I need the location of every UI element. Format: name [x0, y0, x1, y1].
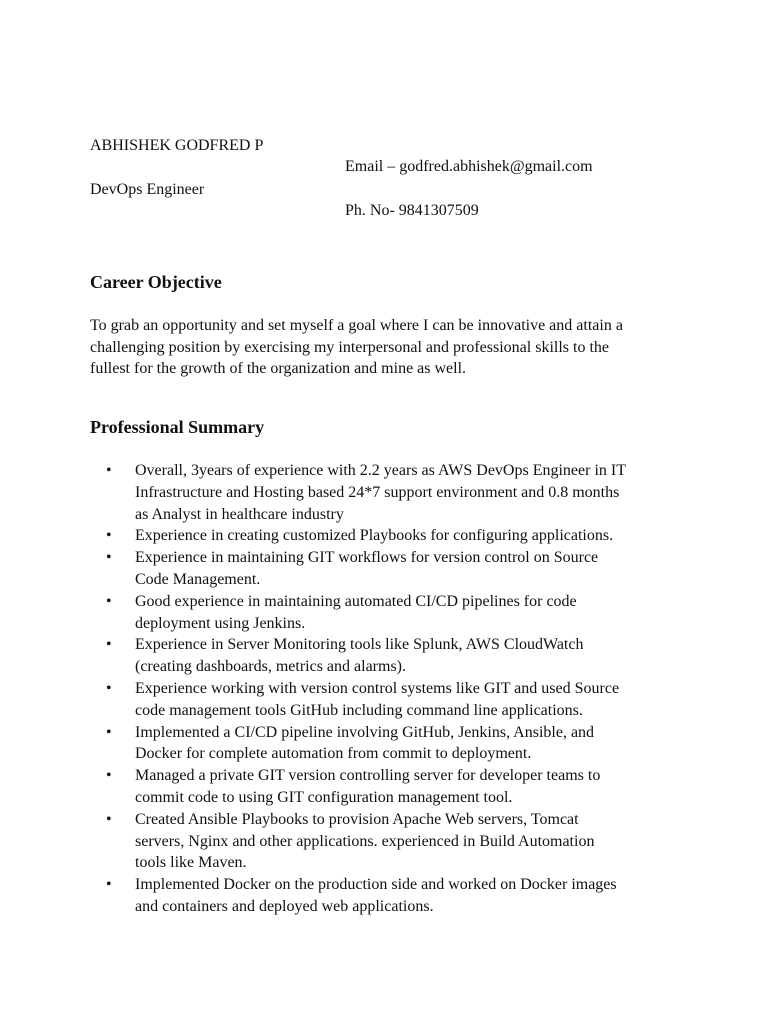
list-item	[106, 765, 686, 809]
bullet-icon: •	[106, 592, 112, 610]
list-item-text: Experience working with version control systems like GIT and used Source code management tools GitHub including command line applications.	[135, 679, 620, 719]
professional-summary-heading: Professional Summary	[90, 417, 265, 437]
list-item-text: Overall, 3years of experience with 2.2 years as AWS DevOps Engineer in IT Infrastructure and Hosting based 24*7 support environment and 0.8 months as Analyst in healthcare industry	[135, 462, 626, 523]
career-objective-heading: Career Objective	[90, 272, 222, 292]
list-item-text: Experience in Server Monitoring tools like Splunk, AWS CloudWatch (creating dashboards, metrics and alarms).	[135, 636, 584, 676]
list-item	[106, 678, 686, 722]
list-item-text: Good experience in maintaining automated CI/CD pipelines for code deployment using Jenkins.	[135, 592, 577, 632]
list-item-text: Implemented Docker on the production side and worked on Docker images and containers and deployed web applications.	[135, 876, 617, 915]
bullet-icon: •	[106, 679, 112, 697]
list-item-text: Experience in maintaining GIT workflows for version control on Source Code Management.	[135, 549, 599, 588]
list-item-text: Experience in creating customized Playbooks for configuring applications.	[135, 527, 614, 545]
candidate-name: ABHISHEK GODFRED P	[90, 137, 264, 154]
bullet-icon: •	[106, 549, 112, 567]
summary-list	[106, 460, 686, 918]
contact-email: Email – godfred.abhishek@gmail.com	[345, 158, 593, 175]
bullet-icon: •	[106, 767, 112, 785]
list-item-text: Implemented a CI/CD pipeline involving GitHub, Jenkins, Ansible, and Docker for complete automation from commit to deployment.	[135, 723, 595, 763]
bullet-icon: •	[106, 527, 112, 545]
list-item	[106, 547, 686, 591]
list-item	[106, 634, 686, 678]
list-item	[106, 874, 686, 918]
bullet-icon: •	[106, 810, 112, 828]
bullet-icon: •	[106, 723, 112, 741]
list-item	[106, 591, 686, 635]
list-item-text: Managed a private GIT version controlling server for developer teams to commit code to using GIT configuration management tool.	[135, 767, 601, 806]
bullet-icon: •	[106, 876, 112, 894]
list-item	[106, 525, 686, 547]
bullet-icon: •	[106, 462, 112, 479]
bullet-icon: •	[106, 636, 112, 654]
list-item	[106, 809, 686, 874]
job-title: DevOps Engineer	[90, 181, 205, 198]
contact-phone: Ph. No- 9841307509	[345, 202, 479, 219]
career-objective-text: To grab an opportunity and set myself a goal where I can be innovative and attain a challenging position by exercising my interpersonal and professional skills to the fullest for the growth of the organization and mine as well.	[90, 317, 623, 377]
list-item-text: Created Ansible Playbooks to provision Apache Web servers, Tomcat servers, Nginx and other applications. experienced in Build Automation tools like Maven.	[135, 810, 595, 872]
list-item	[106, 460, 686, 525]
list-item	[106, 722, 686, 766]
